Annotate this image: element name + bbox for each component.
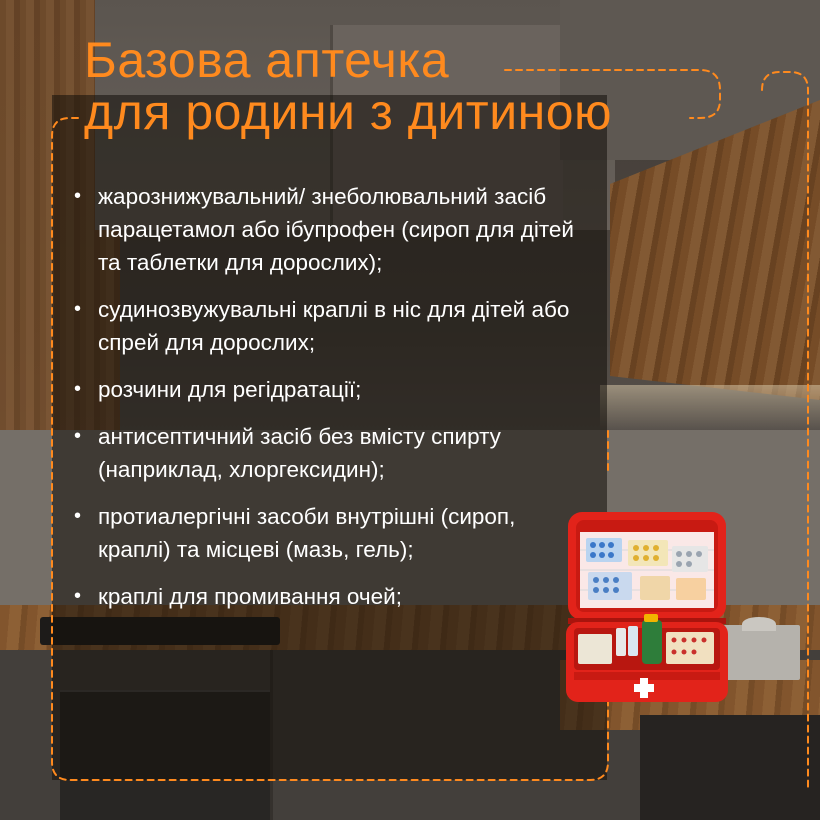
first-aid-list	[70, 180, 580, 627]
title-line-1: Базова аптечка	[84, 32, 450, 88]
first-aid-kit-icon	[560, 510, 735, 705]
list-item: • антисептичний засіб без вмісту спирту (наприклад, хлоргексидин);	[70, 420, 580, 486]
list-item: • розчини для регідратації;	[70, 373, 580, 406]
title-line-2: для родини з дитиною	[84, 84, 613, 140]
page-title	[84, 34, 612, 138]
list-item: • протиалергічні засоби внутрішні (сироп, краплі) та місцеві (мазь, гель);	[70, 500, 580, 566]
list-item: • судинозвужувальні краплі в ніс для дітей або спрей для дорослих;	[70, 293, 580, 359]
list-item: • краплі для промивання очей;	[70, 580, 580, 613]
list-item: • жарознижувальний/ знеболювальний засіб парацетамол або ібупрофен (сироп для дітей та таблетки для дорослих);	[70, 180, 580, 279]
